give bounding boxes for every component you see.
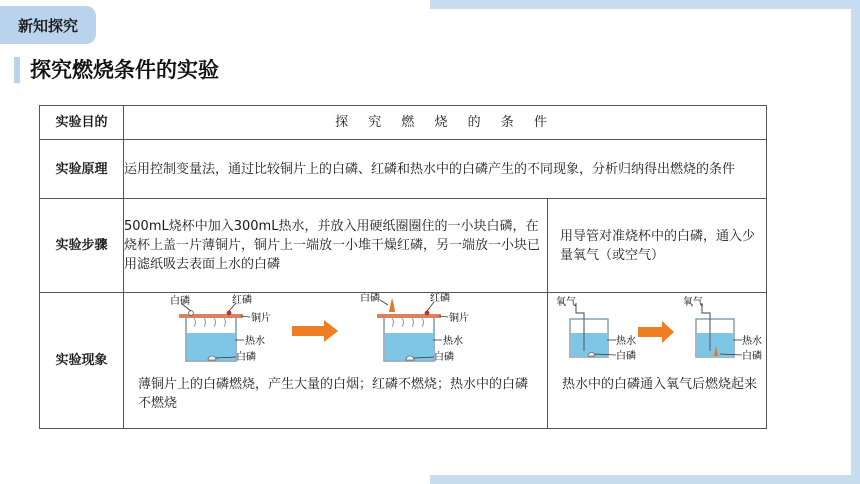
principle-content: 运用控制变量法，通过比较铜片上的白磷、红磷和热水中的白磷产生的不同现象，分析归纳得出燃烧的条件	[124, 140, 767, 199]
label-hot-water-4: 热水	[742, 336, 762, 347]
row-label-steps: 实验步骤	[40, 199, 124, 293]
flame-icon	[389, 298, 395, 312]
phenomenon-right-caption: 热水中的白磷通入氧气后燃烧起来	[562, 377, 758, 392]
label-white-phosphorus-3: 白磷	[616, 351, 636, 362]
frame-right-border	[851, 0, 860, 484]
table-row	[40, 293, 767, 429]
label-hot-water-2: 热水	[443, 336, 463, 347]
phenomenon-left-caption: 薄铜片上的白磷燃烧，产生大量的白烟；红磷不燃烧；热水中的白磷不燃烧	[138, 377, 529, 411]
oxygen-experiment-diagram	[548, 293, 767, 375]
row-label-phenomenon: 实验现象	[40, 293, 124, 429]
frame-bottom-border	[430, 475, 860, 484]
label-red-phosphorus-2: 红磷	[430, 293, 450, 304]
beaker-o2-after	[696, 303, 734, 357]
label-oxygen: 氧气	[556, 297, 576, 308]
section-tag: 新知探究	[0, 6, 96, 44]
row-label-purpose: 实验目的	[40, 106, 124, 140]
page-title: 探究燃烧条件的实验	[30, 58, 219, 82]
label-white-phosphorus-water: 白磷	[236, 352, 256, 363]
table-row	[40, 199, 767, 293]
beaker-after	[377, 298, 441, 361]
arrow-icon	[638, 321, 674, 343]
beaker-o2-before	[570, 303, 608, 357]
row-label-principle: 实验原理	[40, 140, 124, 199]
beaker-before	[179, 311, 243, 361]
label-red-phosphorus: 红磷	[232, 295, 252, 306]
label-white-phosphorus-4: 白磷	[742, 351, 762, 362]
experiment-table	[39, 105, 767, 429]
title-accent-bar	[14, 57, 20, 83]
copper-plate-experiment-diagram	[124, 293, 548, 375]
table-row	[40, 140, 767, 199]
steps-content-right: 用导管对准烧杯中的白磷，通入少量氧气（或空气）	[548, 199, 767, 293]
steps-content-left: 500mL烧杯中加入300mL热水，并放入用硬纸圈圈住的一小块白磷，在烧杯上盖一片薄铜片，铜片上一端放一小堆干燥红磷，另一端放一小块已用滤纸吸去表面上水的白磷	[124, 199, 548, 293]
frame-top-border	[430, 0, 860, 9]
label-hot-water-3: 热水	[616, 336, 636, 347]
label-white-phosphorus-2: 白磷	[360, 293, 380, 304]
phenomenon-cell-left	[124, 293, 548, 429]
arrow-icon	[292, 320, 338, 342]
table-row	[40, 106, 767, 140]
label-copper-2: 铜片	[449, 313, 469, 324]
label-hot-water: 热水	[245, 336, 265, 347]
label-oxygen-2: 氧气	[683, 297, 703, 308]
phenomenon-cell-right	[548, 293, 767, 429]
label-white-phosphorus-water-2: 白磷	[434, 352, 454, 363]
purpose-content: 探 究 燃 烧 的 条 件	[124, 106, 767, 140]
label-white-phosphorus: 白磷	[170, 296, 190, 307]
label-copper: 铜片	[251, 313, 271, 324]
